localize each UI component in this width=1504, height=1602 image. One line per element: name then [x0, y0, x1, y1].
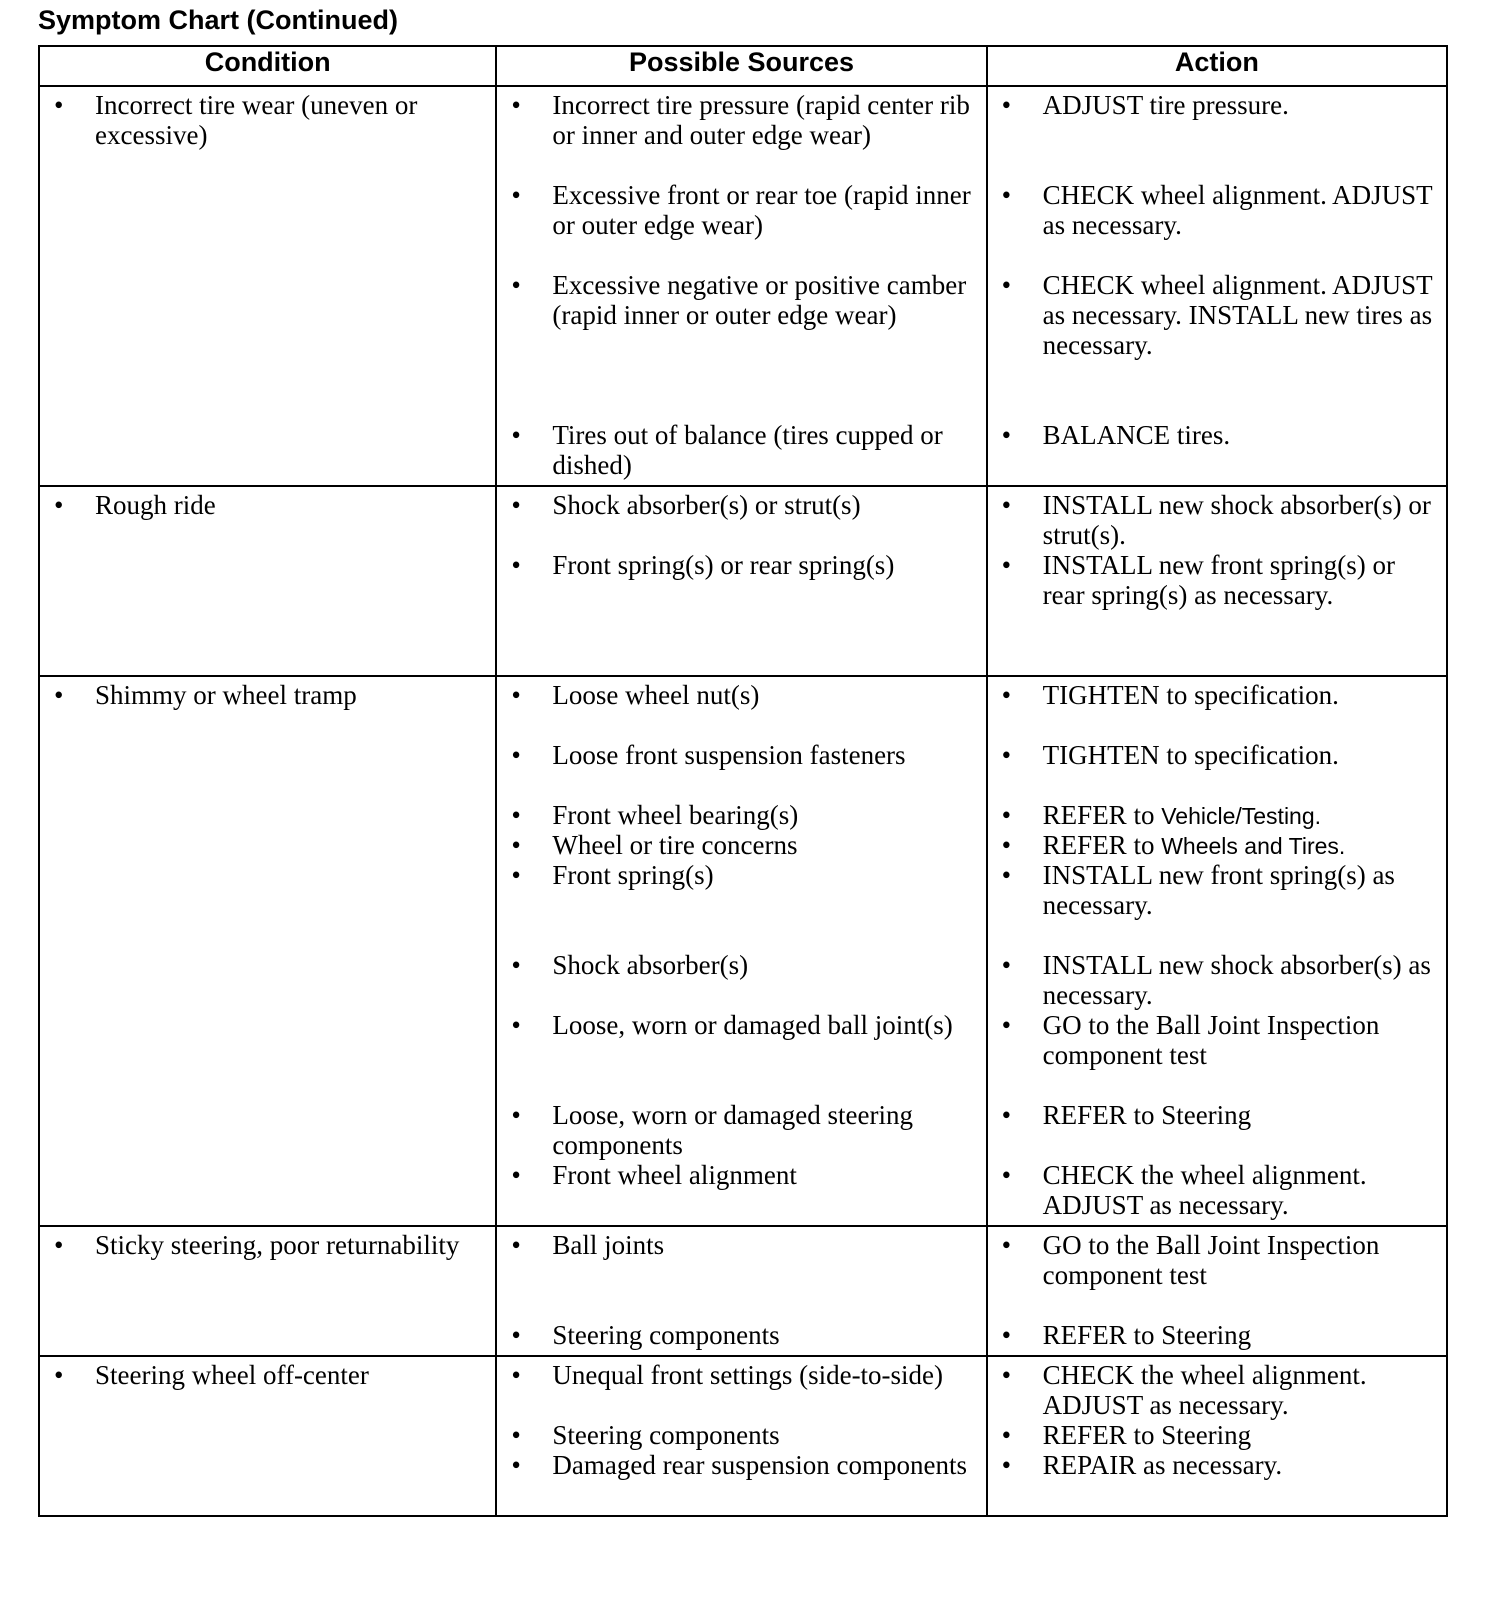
item-text: Loose, worn or damaged steering components: [552, 1100, 914, 1160]
table-row: [39, 1226, 1447, 1356]
bullet-icon: •: [511, 90, 521, 120]
bullet-icon: •: [511, 950, 521, 980]
bullet-icon: •: [1001, 680, 1012, 710]
bullet-icon: •: [54, 1360, 64, 1390]
bullet-icon: •: [511, 270, 521, 300]
source-item: [497, 950, 985, 980]
refer-link[interactable]: Wheels and Tires.: [1161, 833, 1346, 859]
source-item: [497, 1160, 985, 1190]
item-text: Damaged rear suspension components: [552, 1450, 968, 1480]
bullet-icon: •: [1001, 270, 1012, 300]
sources-cell: [496, 676, 986, 1226]
item-text: Steering components: [552, 1420, 780, 1450]
item-text: [1043, 800, 1446, 831]
sources-cell: [496, 1226, 986, 1356]
item-text: REFER to Steering: [1042, 1320, 1252, 1350]
action-item: [988, 800, 1446, 831]
item-text: REPAIR as necessary.: [1042, 1450, 1283, 1480]
item-text: CHECK wheel alignment. ADJUST as necessary. INSTALL new tires as necessary.: [1042, 270, 1433, 360]
bullet-icon: •: [511, 740, 521, 770]
sources-cell: [496, 86, 986, 486]
bullet-icon: •: [54, 490, 64, 520]
bullet-icon: •: [511, 1230, 521, 1260]
action-item: [988, 180, 1446, 240]
bullet-icon: •: [511, 1450, 521, 1480]
item-text: INSTALL new shock absorber(s) or strut(s).: [1042, 490, 1431, 550]
bullet-icon: •: [511, 550, 521, 580]
condition-cell: [39, 1356, 496, 1516]
symptom-chart-table: [38, 45, 1448, 1517]
condition-item: [40, 490, 495, 520]
condition-cell: [39, 486, 496, 676]
item-text: Incorrect tire pressure (rapid center rib or inner and outer edge wear): [552, 90, 970, 150]
action-item: [988, 420, 1446, 450]
item-text: Rough ride: [95, 490, 216, 520]
chart-title: Symptom Chart (Continued): [38, 5, 398, 35]
source-item: [497, 90, 985, 150]
bullet-icon: •: [1001, 1160, 1012, 1190]
bullet-icon: •: [54, 1230, 64, 1260]
item-text: TIGHTEN to specification.: [1042, 680, 1339, 710]
bullet-icon: •: [511, 1420, 521, 1450]
action-cell: [987, 676, 1447, 1226]
item-text: TIGHTEN to specification.: [1042, 740, 1339, 770]
bullet-icon: •: [511, 1160, 521, 1190]
action-cell: [987, 86, 1447, 486]
source-item: [497, 1100, 985, 1160]
item-text: Shock absorber(s) or strut(s): [552, 490, 861, 520]
item-text: INSTALL new front spring(s) or rear spring(s) as necessary.: [1042, 550, 1395, 610]
condition-cell: [39, 86, 496, 486]
header-condition: Condition: [39, 46, 496, 86]
source-item: [497, 270, 985, 330]
bullet-icon: •: [511, 180, 521, 210]
bullet-icon: •: [1001, 490, 1012, 520]
table-row: [39, 676, 1447, 1226]
source-item: [497, 740, 985, 770]
sources-cell: [496, 1356, 986, 1516]
bullet-icon: •: [1001, 1450, 1012, 1480]
header-row: [39, 46, 1447, 86]
header-action: Action: [987, 46, 1447, 86]
action-item: [988, 550, 1446, 610]
source-item: [497, 1230, 985, 1260]
item-text: Front spring(s): [552, 860, 714, 890]
condition-item: [40, 1230, 495, 1260]
table-row: [39, 86, 1447, 486]
source-item: [497, 680, 985, 710]
action-item: [988, 1160, 1446, 1220]
action-item: [988, 1420, 1446, 1450]
item-text: Loose wheel nut(s): [552, 680, 760, 710]
source-item: [497, 490, 985, 520]
action-item: [988, 1100, 1446, 1130]
action-item: [988, 1010, 1446, 1070]
refer-link[interactable]: Vehicle/Testing.: [1161, 803, 1322, 829]
action-cell: [987, 1226, 1447, 1356]
source-item: [497, 1010, 985, 1040]
bullet-icon: •: [1001, 830, 1012, 860]
bullet-icon: •: [1001, 180, 1012, 210]
sources-cell: [496, 486, 986, 676]
item-text: REFER to Steering: [1042, 1420, 1252, 1450]
source-item: [497, 830, 985, 860]
bullet-icon: •: [54, 90, 64, 120]
condition-item: [40, 1360, 495, 1390]
item-text: Steering wheel off-center: [95, 1360, 369, 1390]
source-item: [497, 860, 985, 890]
bullet-icon: •: [511, 1360, 521, 1390]
bullet-icon: •: [511, 1100, 521, 1130]
item-text: Wheel or tire concerns: [552, 830, 798, 860]
action-item: [988, 740, 1446, 770]
source-item: [497, 800, 985, 830]
bullet-icon: •: [1001, 800, 1012, 830]
bullet-icon: •: [511, 860, 521, 890]
item-text: Excessive front or rear toe (rapid inner or outer edge wear): [552, 180, 971, 240]
item-text: INSTALL new front spring(s) as necessary.: [1042, 860, 1395, 920]
bullet-icon: •: [54, 680, 64, 710]
bullet-icon: •: [511, 1320, 521, 1350]
condition-cell: [39, 1226, 496, 1356]
item-text: Shock absorber(s): [552, 950, 749, 980]
bullet-icon: •: [511, 490, 521, 520]
item-text: Loose front suspension fasteners: [552, 740, 906, 770]
source-item: [497, 1320, 985, 1350]
action-item: [988, 270, 1446, 360]
item-text: Front spring(s) or rear spring(s): [552, 550, 895, 580]
bullet-icon: •: [1001, 740, 1012, 770]
item-text: Front wheel alignment: [552, 1160, 797, 1190]
refer-prefix: REFER to: [1042, 830, 1162, 860]
bullet-icon: •: [511, 800, 521, 830]
action-item: [988, 950, 1446, 1010]
condition-cell: [39, 676, 496, 1226]
header-possible-sources: Possible Sources: [496, 46, 986, 86]
bullet-icon: •: [1001, 550, 1012, 580]
refer-prefix: REFER to: [1042, 800, 1162, 830]
item-text: Loose, worn or damaged ball joint(s): [552, 1010, 953, 1040]
item-text: CHECK wheel alignment. ADJUST as necessary.: [1042, 180, 1433, 240]
item-text: CHECK the wheel alignment. ADJUST as necessary.: [1042, 1160, 1367, 1220]
item-text: BALANCE tires.: [1042, 420, 1231, 450]
source-item: [497, 180, 985, 240]
item-text: CHECK the wheel alignment. ADJUST as necessary.: [1042, 1360, 1367, 1420]
action-cell: [987, 1356, 1447, 1516]
bullet-icon: •: [1001, 860, 1012, 890]
bullet-icon: •: [511, 420, 521, 450]
item-text: REFER to Steering: [1042, 1100, 1252, 1130]
item-text: ADJUST tire pressure.: [1042, 90, 1289, 120]
action-item: [988, 1320, 1446, 1350]
item-text: Sticky steering, poor returnability: [95, 1230, 460, 1260]
action-item: [988, 680, 1446, 710]
bullet-icon: •: [1001, 90, 1012, 120]
item-text: Shimmy or wheel tramp: [95, 680, 357, 710]
item-text: Ball joints: [552, 1230, 665, 1260]
source-item: [497, 1360, 985, 1390]
item-text: Front wheel bearing(s): [552, 800, 799, 830]
bullet-icon: •: [511, 830, 521, 860]
source-item: [497, 1420, 985, 1450]
item-text: Unequal front settings (side-to-side): [552, 1360, 944, 1390]
item-text: Excessive negative or positive camber (rapid inner or outer edge wear): [552, 270, 967, 330]
item-text: Incorrect tire wear (uneven or excessive): [95, 90, 418, 150]
bullet-icon: •: [1001, 1360, 1012, 1390]
action-item: [988, 490, 1446, 550]
source-item: [497, 550, 985, 580]
action-cell: [987, 486, 1447, 676]
bullet-icon: •: [1001, 950, 1012, 980]
action-item: [988, 1230, 1446, 1290]
bullet-icon: •: [1001, 1320, 1012, 1350]
item-text: INSTALL new shock absorber(s) as necessary.: [1042, 950, 1431, 1010]
bullet-icon: •: [511, 680, 521, 710]
action-item: [988, 860, 1446, 920]
source-item: [497, 420, 985, 480]
action-item: [988, 90, 1446, 120]
condition-item: [40, 90, 495, 150]
item-text: GO to the Ball Joint Inspection component test: [1042, 1230, 1380, 1290]
bullet-icon: •: [1001, 1230, 1012, 1260]
item-text: Steering components: [552, 1320, 780, 1350]
item-text: [1043, 830, 1446, 861]
table-row: [39, 486, 1447, 676]
condition-item: [40, 680, 495, 710]
item-text: GO to the Ball Joint Inspection component test: [1042, 1010, 1380, 1070]
action-item: [988, 830, 1446, 861]
source-item: [497, 1450, 985, 1480]
bullet-icon: •: [1001, 1100, 1012, 1130]
bullet-icon: •: [511, 1010, 521, 1040]
bullet-icon: •: [1001, 420, 1012, 450]
bullet-icon: •: [1001, 1010, 1012, 1040]
item-text: Tires out of balance (tires cupped or dished): [552, 420, 943, 480]
action-item: [988, 1450, 1446, 1480]
action-item: [988, 1360, 1446, 1420]
table-row: [39, 1356, 1447, 1516]
bullet-icon: •: [1001, 1420, 1012, 1450]
